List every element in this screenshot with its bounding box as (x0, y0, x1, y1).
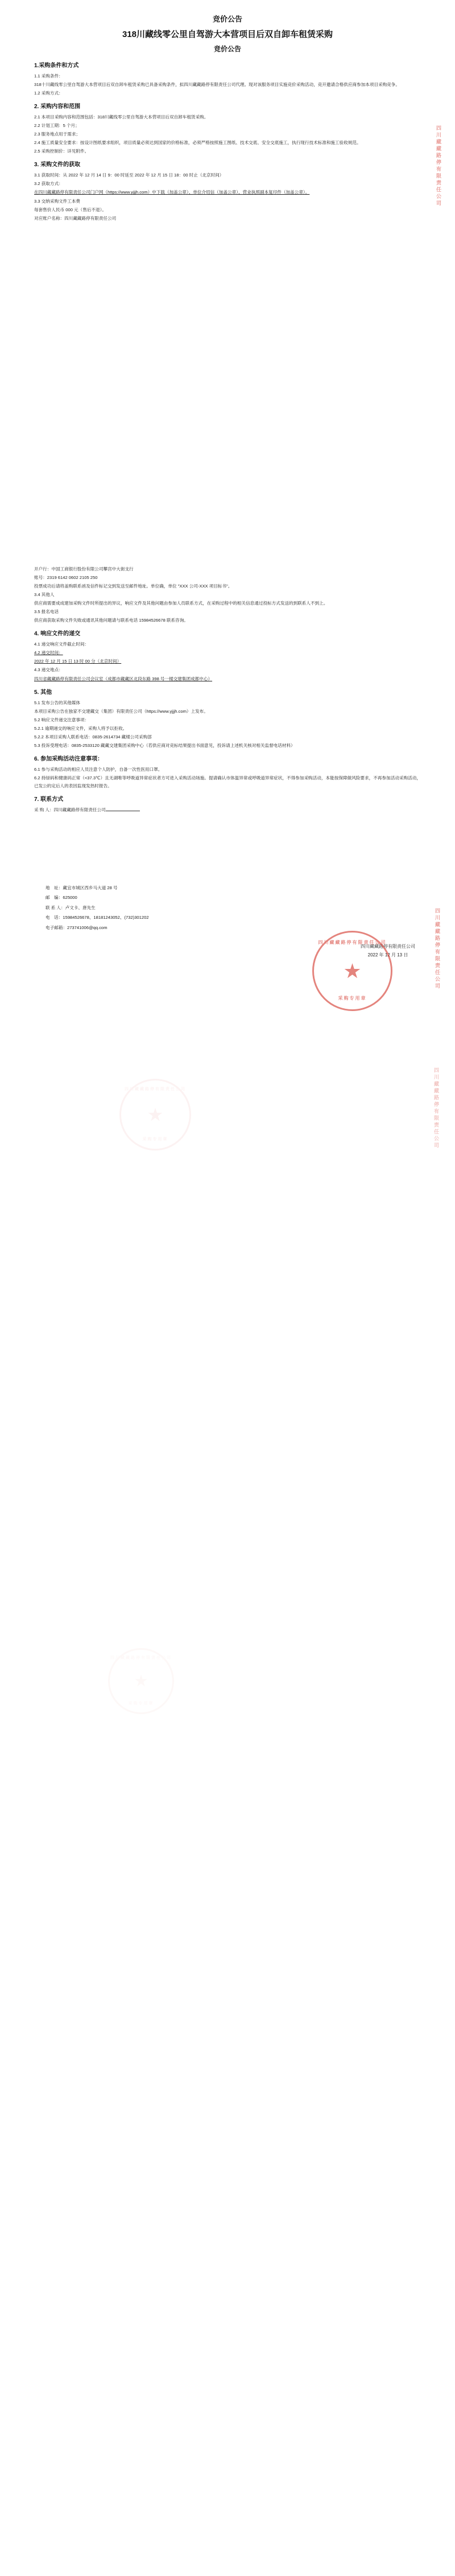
section-5-item-4: 4.3 递交地点： (34, 667, 63, 673)
section-4-item-5: 供应商需要成成建加采购文件时所提出的异议，响应文件及其他问题由参加人员联系方式，在采购过程中的相关信息通过投标方式发送的到联系人不到上。 (34, 601, 328, 606)
company-seal-main-bottom-text: 采购专用章 (338, 996, 367, 1001)
contact-postcode-value: 625000 (63, 895, 77, 901)
section-5-item-5: 四川省藏藏路停有限责任公司会议室（成都市藏藏区北段东路 398 号一楼交建集团成都中心） (34, 676, 213, 681)
section-3-item-6: 对应账户名称：四川藏藏路停有限责任公司 (34, 215, 117, 221)
section-2-item-3: 2.3 服务地点用于需求； (34, 132, 81, 137)
section-5-item-2: 4.2 递交时间： (34, 650, 63, 656)
contact-info-block (0, 883, 455, 932)
section-heading-6: 5. 其他 (34, 689, 52, 696)
document-main-title: 318川藏线零公里自驾游大本营项目后双自卸车租赁采购 (122, 29, 333, 39)
contact-email (46, 923, 455, 932)
section-2-item-2: 2.2 计划工期：5 个月； (34, 123, 80, 129)
section-4-item-1: 开户行：中国工商银行股份有限公司攀宫中大街支行 (34, 566, 134, 572)
section-1-item-2: 318十川藏线零公里自驾游大本营项目后双自卸车租赁采购已具备采购条件，拟四川藏藏路停有限责任公司代理。现对该服务项目实施竞价采购活动，竞开邀请合格供应商参加本项目采购竞争。 (34, 82, 400, 88)
section-heading-1: 1.采购条件和方式 (34, 62, 79, 69)
company-seal-ghost-2 (108, 1648, 174, 1714)
section-6-item-2: 本项目采购公告在独家不交建藏交（集团）有限责任公司（https://www.yjjjh.com）上发布。 (34, 708, 208, 714)
section-1-item-3: 1.2 采购方式： (34, 91, 63, 96)
section-3-item-4: 3.3 交纳采购文件工本费 (34, 198, 81, 204)
section-heading-5: 4. 响应文件的递交 (34, 631, 81, 638)
section-3-item-1: 3.1 获取时间：从 2022 年 12 月 14 日 9：00 时延至 2022 年 12 月 15 日 18：00 时止（北京时间） (34, 172, 224, 178)
signature-date: 2022 年 12 月 13 日 (367, 952, 408, 958)
section-4-item-7: 供应商获取采购文件失败或通讯其他问题请与联系电话 15984526678 联系咨询。 (34, 618, 188, 623)
section-heading-7: 6. 参加采购活动注意事项： (34, 755, 104, 762)
contact-address-value: 藏宜市城区西乡马大道 28 号 (63, 885, 118, 890)
company-seal-ghost-2-bottom-text (110, 1700, 172, 1706)
section-3-item-3: 在四川藏藏路停有限责任公司门户网（https://www.yjjjh.com）中下载（加盖公章）、单位介绍信（加盖公章）、营业执照副本复印件（加盖公章）。 (34, 190, 310, 195)
edge-mark-1: 四川藏藏路停有限责任公司 (436, 125, 441, 207)
section-3-item-2: 3.2 获取方式： (34, 181, 63, 187)
section-2-item-5: 2.5 采购控制价：详见附件。 (34, 149, 89, 154)
company-seal-ghost-1-wrap (119, 1079, 191, 1151)
section-8-item-1 (34, 806, 421, 814)
section-6-item-5: 5.2.2 本项目采购人联系电话：0835-2614734 藏楼公司采购部 (34, 734, 152, 739)
document-page-3 (0, 874, 455, 1045)
contact-person-value: 卢文卡、唐先生 (65, 905, 96, 910)
edge-mark-2: 四川藏藏路停有限责任公司 (435, 908, 440, 990)
star-icon: ★ (343, 959, 362, 983)
contact-postcode (46, 893, 455, 902)
edge-mark-3: 四川藏藏路停有限责任公司 (433, 1067, 439, 1149)
star-icon: ★ (147, 1104, 164, 1125)
contact-postcode-label: 邮 编： (46, 895, 63, 901)
section-4-item-2: 账号：2319 6142 0602 2105 250 (34, 575, 98, 581)
company-seal-main-top-text: 四川藏藏路停有限责任公司 (318, 940, 387, 945)
buyer-label: 采 购 人：四川藏藏路停有限责任公司 (34, 807, 106, 812)
contact-phone-label: 电 话： (46, 915, 63, 921)
company-seal-ghost-2-top-text (110, 1655, 172, 1661)
section-6-item-1: 5.1 发布公告的其他媒体 (34, 700, 81, 705)
section-6-item-3: 5.2 响应文件递交注意事项： (34, 717, 89, 722)
company-seal-ghost-2-wrap (108, 1648, 174, 1714)
contact-email-value: 273741006@qq.com (67, 925, 107, 930)
company-seal-ghost-1 (119, 1079, 191, 1151)
section-7-item-1: 6.1 参与采购活动的相应人员注意个人防护，自备一次性医用口罩。 (34, 766, 163, 772)
section-7-item-2: 6.2 持绿码和健康码正常（<37.3℃）且无湖唯等呼吸道异常症状者方可进入采购活动场施。提请确认市体温异常或呼吸道异常症状，不得参加采购活动，本能按保障做风险要求，不再参加活动采购活动，已发公的定后人的表因监现发热时报告。 (34, 775, 421, 788)
document-page-4 (0, 1045, 455, 1409)
company-seal-ghost-1-bottom-text: 采购专用章 (142, 1137, 168, 1141)
contact-phone-value: 15984526678、18181243052、(732)301202 (63, 915, 149, 921)
section-6-item-4: 5.2.1 逾期递交的响应文件，采购人将予以拒收。 (34, 725, 127, 731)
section-heading-2: 2. 采购内容和范围 (34, 104, 81, 110)
section-6-item-6: 5.3 投诉受理电话：0835-2533120 藏藏交建集团采购中心（若供应商对竞标结果提出书面意见，投诉请上述机关核对相关监督电话材料） (34, 742, 295, 748)
document-page-1 (0, 0, 455, 555)
signature-company: 四川藏藏路停有限责任公司 (361, 944, 415, 949)
section-5-item-1: 4.1 递交响应文件截止时间： (34, 642, 89, 647)
contact-person-label: 联 系 人： (46, 905, 65, 910)
star-icon (134, 1673, 148, 1689)
section-5-item-3: 2022 年 12 月 15 日 13 时 00 分（北京时间） (34, 659, 122, 664)
section-heading-8: 7. 联系方式 (34, 796, 64, 803)
document-page-2 (0, 555, 455, 874)
contact-address (46, 883, 455, 893)
signature-block (361, 942, 415, 959)
contact-address-label: 地 址： (46, 885, 63, 890)
document-subtitle: 竞价公告 (213, 45, 241, 54)
section-4-item-4: 3.4 其他人 (34, 592, 55, 598)
section-2-item-4: 2.4 施工质量安全要求：按设计图纸要求组织，项目质量必须达到国家的价格标准，必须严格按照施工图纸、技术交底、安全交底施工，执行现行技术标准和施工验收规范。 (34, 140, 361, 146)
contact-person (46, 903, 455, 913)
section-heading-3: 3. 采购文件的获取 (34, 162, 81, 169)
section-2-item-1: 2.1 本项目采购内容和范围包括：318川藏线零公里自驾游大本营项目后双自卸车租赁采购。 (34, 114, 209, 120)
contact-email-label: 电子邮箱： (46, 925, 67, 930)
page-1-content (34, 0, 421, 223)
page-2-content (34, 555, 421, 815)
section-1-item-1: 1.1 采购条件： (34, 73, 63, 79)
section-3-item-5: 每套售价人民币 000 元（售后不退）。 (34, 207, 106, 212)
section-4-item-3: 投票成功后请将盖购联系函及信件标记交到发送至邮件地址。单位确，单位 "XXX 公司-XXX 项目标书"。 (34, 584, 233, 589)
document-page-5 (0, 1409, 455, 2576)
contact-phone (46, 913, 455, 922)
document-header-title: 竞价公告 (212, 15, 242, 23)
company-seal-ghost-1-top-text: 四川藏藏路停有限责任公司 (125, 1087, 186, 1091)
section-4-item-6: 3.5 报名电话 (34, 609, 59, 615)
